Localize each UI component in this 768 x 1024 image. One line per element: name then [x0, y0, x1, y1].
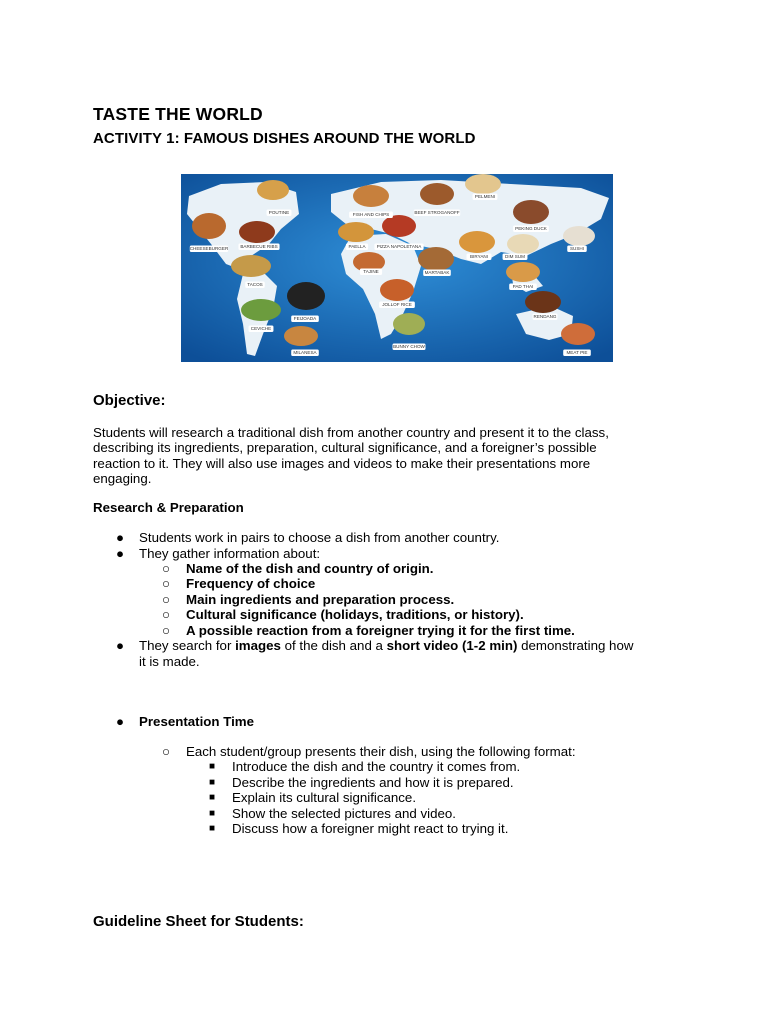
map-dish-label: JOLLOF RICE: [382, 302, 412, 307]
map-dish-label: CHEESEBURGER: [189, 246, 229, 251]
research-item: Students work in pairs to choose a dish from another country.: [139, 530, 500, 545]
presentation-step: Introduce the dish and the country it comes from.: [232, 759, 521, 774]
map-dish-label: PAD THAI: [512, 284, 534, 289]
map-dish-label: POUTINE: [268, 210, 290, 215]
map-dish-label: RENDANG: [533, 314, 557, 319]
map-dish-label: MARTABAK: [424, 270, 450, 275]
map-dish-label: DIM SUM: [505, 254, 525, 259]
research-item: [139, 638, 679, 653]
text-run: of the dish and a: [280, 638, 387, 653]
objective-line: Students will research a traditional dish from another country and present it to the class,: [93, 425, 609, 440]
square-bullet-icon: ■: [209, 808, 216, 819]
presentation-step: Discuss how a foreigner might react to trying it.: [232, 821, 509, 836]
research-item: They gather information about:: [139, 546, 321, 561]
text-run: demonstrating how: [517, 638, 634, 653]
circle-bullet-icon: ○: [162, 623, 171, 638]
circle-bullet-icon: ○: [162, 744, 171, 759]
objective-heading: Objective:: [93, 392, 166, 409]
objective-line: reaction to it. They will also use images and videos to make their presentations more: [93, 455, 591, 471]
map-dish-label: FISH AND CHIPS: [352, 212, 390, 217]
presentation-intro: Each student/group presents their dish, using the following format:: [186, 744, 576, 759]
map-dish-label: BUNNY CHOW: [393, 344, 425, 349]
presentation-heading: Presentation Time: [139, 714, 255, 729]
text-run: They search for: [139, 638, 236, 653]
info-item: Frequency of choice: [186, 576, 316, 591]
map-dish-label: BEEF STROGANOFF: [414, 210, 460, 215]
info-item: Cultural significance (holidays, traditions, or history).: [186, 607, 524, 622]
circle-bullet-icon: ○: [162, 561, 171, 576]
objective-line: describing its ingredients, preparation, cultural significance, and a foreigner’s possible: [93, 440, 597, 456]
presentation-step: Show the selected pictures and video.: [232, 806, 456, 821]
presentation-step: Describe the ingredients and how it is prepared.: [232, 775, 514, 790]
bold-run: images: [235, 638, 281, 653]
objective-paragraph: [93, 425, 609, 487]
research-item-continued: it is made.: [139, 654, 200, 669]
map-dish-label: MILANESA: [293, 350, 317, 355]
circle-bullet-icon: ○: [162, 607, 171, 622]
square-bullet-icon: ■: [209, 823, 216, 834]
map-dish-label: BARBECUE RIBS: [240, 244, 278, 249]
bullet-icon: ●: [116, 530, 125, 545]
map-dish-label: FEIJOADA: [293, 316, 317, 321]
bold-run: short video (1-2 min): [386, 638, 518, 653]
map-dish-label: MEAT PIE: [566, 350, 588, 355]
circle-bullet-icon: ○: [162, 592, 171, 607]
map-dish-label: PELMENI: [474, 194, 496, 199]
presentation-step: Explain its cultural significance.: [232, 790, 417, 805]
info-item: A possible reaction from a foreigner trying it for the first time.: [186, 623, 575, 638]
activity-title: ACTIVITY 1: FAMOUS DISHES AROUND THE WORLD: [93, 130, 476, 147]
square-bullet-icon: ■: [209, 777, 216, 788]
map-dish-label: TAJINE: [363, 269, 379, 274]
map-dish-label: TACOS: [247, 282, 263, 287]
bullet-icon: ●: [116, 546, 125, 561]
world-dishes-map: [181, 174, 613, 362]
document-title: TASTE THE WORLD: [93, 104, 263, 124]
info-item: Name of the dish and country of origin.: [186, 561, 434, 576]
bullet-icon: ●: [116, 714, 125, 729]
bullet-icon: ●: [116, 638, 125, 653]
map-dish-label: CEVICHE: [250, 326, 272, 331]
map-dish-label: PIZZA NAPOLETANA: [376, 244, 422, 249]
research-heading: Research & Preparation: [93, 500, 244, 515]
guideline-heading: Guideline Sheet for Students:: [93, 913, 304, 930]
map-dish-label: PEKING DUCK: [515, 226, 547, 231]
info-item: Main ingredients and preparation process.: [186, 592, 455, 607]
map-dish-label: PAELLA: [348, 244, 366, 249]
map-dish-label: BIRYANI: [470, 254, 488, 259]
map-dish-label: SUSHI: [569, 246, 585, 251]
square-bullet-icon: ■: [209, 761, 216, 772]
circle-bullet-icon: ○: [162, 576, 171, 591]
objective-line: engaging.: [93, 471, 152, 487]
square-bullet-icon: ■: [209, 792, 216, 803]
